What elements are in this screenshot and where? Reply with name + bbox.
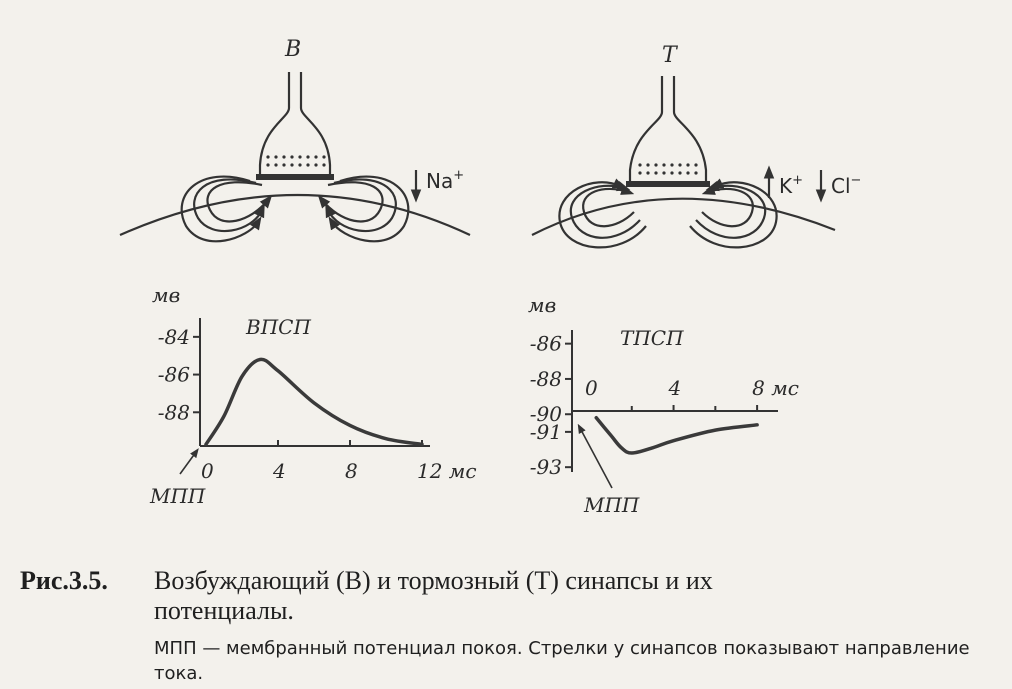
ipsp-xtick-label: 4 — [668, 376, 682, 400]
epsp-chart — [149, 283, 477, 508]
ipsp-ytick-label: -86 — [529, 331, 562, 356]
epsp-ytick-label: -88 — [157, 400, 190, 425]
ion-label-cl: Cl− — [831, 173, 862, 198]
ipsp-ytick-label: -88 — [529, 366, 562, 391]
epsp-xtick-label: 8 — [345, 459, 358, 483]
epsp-ytick-label: -84 — [157, 324, 190, 349]
epsp-series-line — [206, 359, 422, 444]
ipsp-ytick-label: -93 — [529, 455, 562, 480]
epsp-ytick-label: -86 — [157, 362, 190, 387]
vesicles — [638, 163, 697, 174]
ipsp-ylabel: мв — [528, 293, 557, 317]
epsp-xtick-label: 4 — [273, 459, 286, 483]
caption-note: МПП — мембранный потенциал покоя. Стрелки у синапсов показывают направление тока. — [154, 638, 970, 684]
ion-label-na: Na+ — [426, 168, 465, 193]
caption-label: Рис.3.5. — [20, 566, 108, 595]
caption-line2: потенциалы. — [154, 596, 294, 625]
figure-caption — [20, 566, 1000, 626]
caption-line1: Возбуждающий (В) и тормозный (Т) синапсы и их — [154, 566, 713, 595]
inhibitory-synapse — [532, 43, 835, 247]
synapse-label-t: Т — [662, 43, 677, 68]
ipsp-title: ТПСП — [620, 326, 684, 350]
vesicles — [266, 155, 325, 166]
epsp-title: ВПСП — [246, 315, 311, 339]
epsp-mpp-label: МПП — [150, 484, 206, 508]
ion-label-k: K+ — [779, 173, 804, 198]
synapse-label-b: В — [285, 37, 302, 62]
ipsp-xtick-label: 8 мс — [752, 376, 799, 400]
epsp-mpp-arrow — [180, 452, 196, 474]
ipsp-ytick-label: -90 — [529, 402, 562, 427]
epsp-ylabel: мв — [152, 283, 181, 307]
ipsp-series-line — [596, 418, 757, 453]
ipsp-ytick-label: -91 — [529, 419, 562, 444]
ipsp-mpp-label: МПП — [584, 493, 640, 517]
ipsp-xtick-label: 0 — [585, 376, 598, 400]
epsp-xtick-label: 12 мс — [417, 459, 477, 483]
ipsp-mpp-arrow — [580, 428, 612, 488]
ipsp-chart — [528, 293, 799, 517]
epsp-xtick-label: 0 — [201, 459, 214, 483]
excitatory-synapse — [120, 37, 470, 241]
